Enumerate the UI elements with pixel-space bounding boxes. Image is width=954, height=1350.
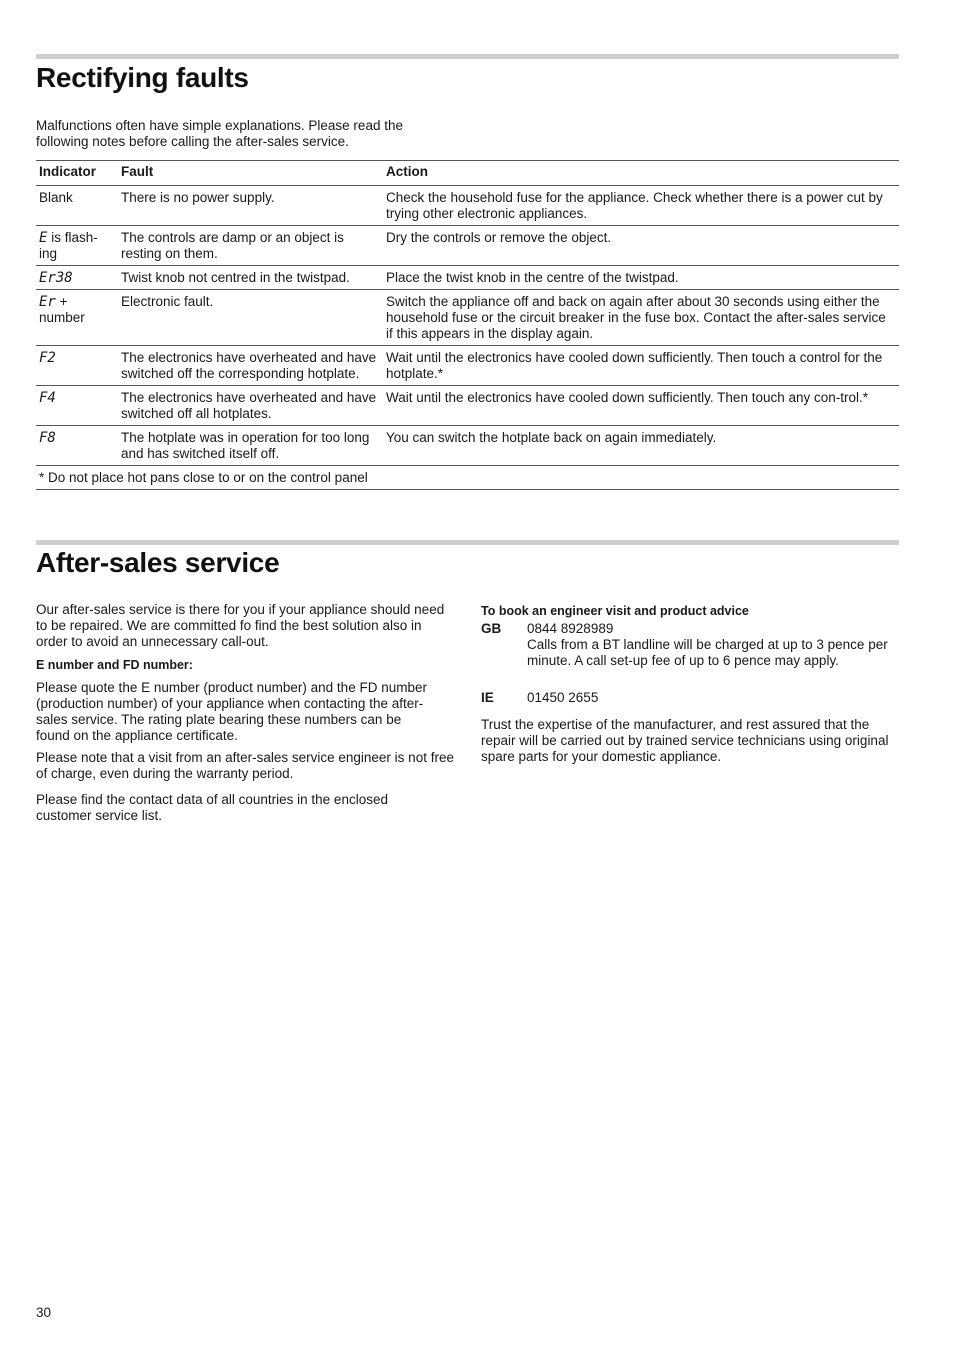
fault-cell: The electronics have overheated and have switched off the corresponding hotplate. [118, 346, 383, 386]
indicator-text: is flash-ing [39, 230, 98, 261]
fault-cell: There is no power supply. [118, 186, 383, 226]
e-number-paragraph: Please quote the E number (product number) and the FD number (production number) of your appliance when contacting the after-sales service. The rating plate bearing these numbers can be found on the appliance certificate. [36, 680, 427, 743]
table-footnote-row [36, 466, 899, 490]
country-code-ie: IE [481, 690, 494, 705]
action-cell: Dry the controls or remove the object. [383, 226, 899, 266]
table-row [36, 186, 899, 226]
indicator-cell [36, 386, 118, 426]
section-rule [36, 54, 899, 59]
action-cell: Switch the appliance off and back on again after about 30 seconds using either the household fuse or the circuit breaker in the fuse box. Contact the after-sales service if this appears in the display again. [383, 290, 899, 346]
fault-cell: The hotplate was in operation for too long and has switched itself off. [118, 426, 383, 466]
table-row [36, 290, 899, 346]
table-footnote: * Do not place hot pans close to or on the control panel [36, 466, 899, 490]
after-sales-intro: Our after-sales service is there for you if your appliance should need to be repaired. We are committed fo find the best solution also in order to avoid an unnecessary call-out. [36, 602, 445, 649]
section-title-rectifying-faults: Rectifying faults [36, 62, 249, 93]
section-rule [36, 540, 899, 545]
fault-cell: The controls are damp or an object is resting on them. [118, 226, 383, 266]
table-row [36, 226, 899, 266]
faults-table [36, 160, 899, 490]
phone-note-gb: Calls from a BT landline will be charged at up to 3 pence per minute. A call set-up fee of up to 6 pence may apply. [527, 637, 888, 668]
table-header-row [36, 161, 899, 186]
indicator-cell [36, 226, 118, 266]
indicator-text: Blank [39, 190, 73, 205]
display-code: E [39, 230, 48, 246]
display-code: F2 [39, 350, 56, 366]
display-code: F8 [39, 430, 56, 446]
country-code-gb: GB [481, 621, 502, 636]
phone-number-gb: 0844 8928989 [527, 621, 614, 636]
display-code: Er [39, 294, 56, 310]
header-action: Action [383, 161, 899, 186]
e-number-subheading: E number and FD number: [36, 658, 193, 672]
indicator-cell [36, 346, 118, 386]
action-cell: Check the household fuse for the appliance. Check whether there is a power cut by trying other electronic appliances. [383, 186, 899, 226]
action-cell: Wait until the electronics have cooled down sufficiently. Then touch a control for the hotplate.* [383, 346, 899, 386]
fault-cell: Twist knob not centred in the twistpad. [118, 266, 383, 290]
warranty-paragraph: Please note that a visit from an after-sales service engineer is not free of charge, even during the warranty period. [36, 750, 454, 781]
trust-paragraph: Trust the expertise of the manufacturer, and rest assured that the repair will be carried out by trained service technicians using original spare parts for your domestic appliance. [481, 717, 889, 764]
engineer-visit-heading: To book an engineer visit and product advice [481, 604, 749, 618]
table-row [36, 266, 899, 290]
table-row [36, 346, 899, 386]
table-row [36, 426, 899, 466]
page-number: 30 [36, 1305, 52, 1320]
indicator-cell [36, 426, 118, 466]
display-code: Er38 [39, 270, 73, 286]
action-cell: Place the twist knob in the centre of the twistpad. [383, 266, 899, 290]
header-indicator: Indicator [36, 161, 118, 186]
indicator-cell [36, 290, 118, 346]
section-title-after-sales: After-sales service [36, 547, 280, 578]
indicator-cell [36, 186, 118, 226]
header-fault: Fault [118, 161, 383, 186]
table-row [36, 386, 899, 426]
fault-cell: Electronic fault. [118, 290, 383, 346]
indicator-text: + number [39, 294, 85, 325]
display-code: F4 [39, 390, 56, 406]
contact-data-paragraph: Please find the contact data of all countries in the enclosed customer service list. [36, 792, 388, 823]
phone-number-ie: 01450 2655 [527, 690, 599, 705]
action-cell: You can switch the hotplate back on again immediately. [383, 426, 899, 466]
fault-cell: The electronics have overheated and have switched off all hotplates. [118, 386, 383, 426]
intro-paragraph: Malfunctions often have simple explanations. Please read the following notes before calling the after-sales service. [36, 118, 403, 149]
action-cell: Wait until the electronics have cooled down sufficiently. Then touch any con-trol.* [383, 386, 899, 426]
indicator-cell [36, 266, 118, 290]
